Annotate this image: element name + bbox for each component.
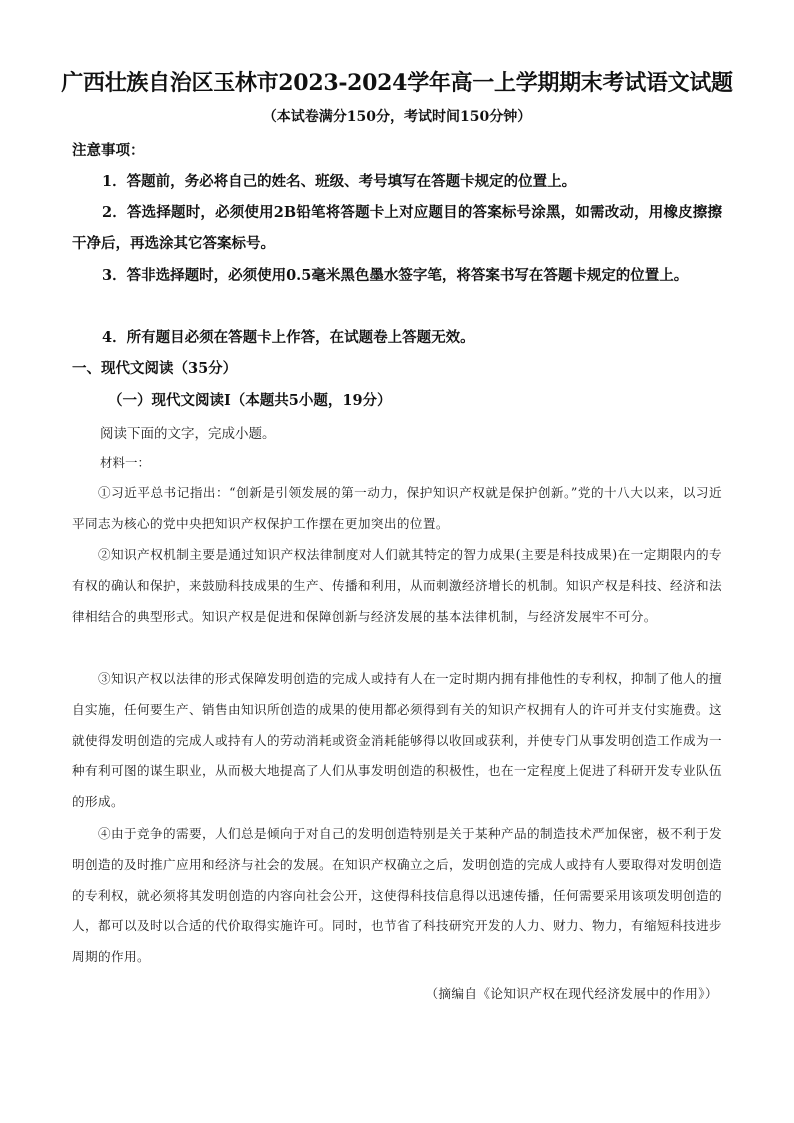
reading-instruction: 阅读下面的文字，完成小题。 — [100, 426, 276, 442]
notice-heading: 注意事项： — [72, 142, 145, 159]
section-heading: 一、现代文阅读（35分） — [72, 360, 238, 377]
notice-item-4: 4．所有题目必须在答题卡上作答，在试题卷上答题无效。 — [102, 329, 475, 346]
passage-paragraph-4: ④由于竞争的需要，人们总是倾向于对自己的发明创造特别是关于某种产品的制造技术严加保密，极不利于发明创造的及时推广应用和经济与社会的发展。在知识产权确立之后，发明创造的完成人或持有人要取得对发明创造的专利权，就必须将其发明创造的内容向社会公开，这使得科技信息得以迅速传播，任何需要采用该项发明创造的人，都可以及时以合适的代价取得实施许可。同时，也节省了科技研究开发的人力、财力、物力，有缩短科技进步周期的作用。 — [72, 826, 722, 965]
notice-item-2: 2．答选择题时，必须使用2B铅笔将答题卡上对应题目的答案标号涂黑，如需改动，用橡皮擦擦干净后，再选涂其它答案标号。 — [72, 204, 722, 252]
passage-paragraph-1: ①习近平总书记指出：“创新是引领发展的第一动力，保护知识产权就是保护创新。”党的十八大以来，以习近平同志为核心的党中央把知识产权保护工作摆在更加突出的位置。 — [72, 485, 722, 531]
section-subheading: （一）现代文阅读Ⅰ（本题共5小题，19分） — [108, 392, 392, 409]
notice-item-3: 3．答非选择题时，必须使用0.5毫米黑色墨水签字笔，将答案书写在答题卡规定的位置上。 — [102, 267, 689, 284]
passage-source: （摘编自《论知识产权在现代经济发展中的作用》） — [425, 986, 718, 1001]
exam-info-subtitle: （本试卷满分150分，考试时间150分钟） — [262, 109, 532, 125]
material-label: 材料一： — [100, 455, 151, 470]
page-title: 广西壮族自治区玉林市2023-2024学年高一上学期期末考试语文试题 — [61, 70, 733, 96]
passage-paragraph-2: ②知识产权机制主要是通过知识产权法律制度对人们就其特定的智力成果(主要是科技成果)在一定期限内的专有权的确认和保护，来鼓励科技成果的生产、传播和利用，从而刺激经济增长的机制。知识产权是科技、经济和法律相结合的典型形式。知识产权是促进和保障创新与经济发展的基本法律机制，与经济发展牢不可分。 — [72, 547, 722, 624]
passage-paragraph-3: ③知识产权以法律的形式保障发明创造的完成人或持有人在一定时期内拥有排他性的专利权，抑制了他人的擅自实施，任何要生产、销售由知识所创造的成果的使用都必须得到有关的知识产权拥有人的许可并支付实施费。这就使得发明创造的完成人或持有人的劳动消耗或资金消耗能够得以收回或获利，并使专门从事发明创造工作成为一种有利可图的谋生职业，从而极大地提高了人们从事发明创造的积极性，也在一定程度上促进了科研开发专业队伍的形成。 — [72, 671, 722, 810]
notice-item-1: 1．答题前，务必将自己的姓名、班级、考号填写在答题卡规定的位置上。 — [102, 173, 577, 190]
